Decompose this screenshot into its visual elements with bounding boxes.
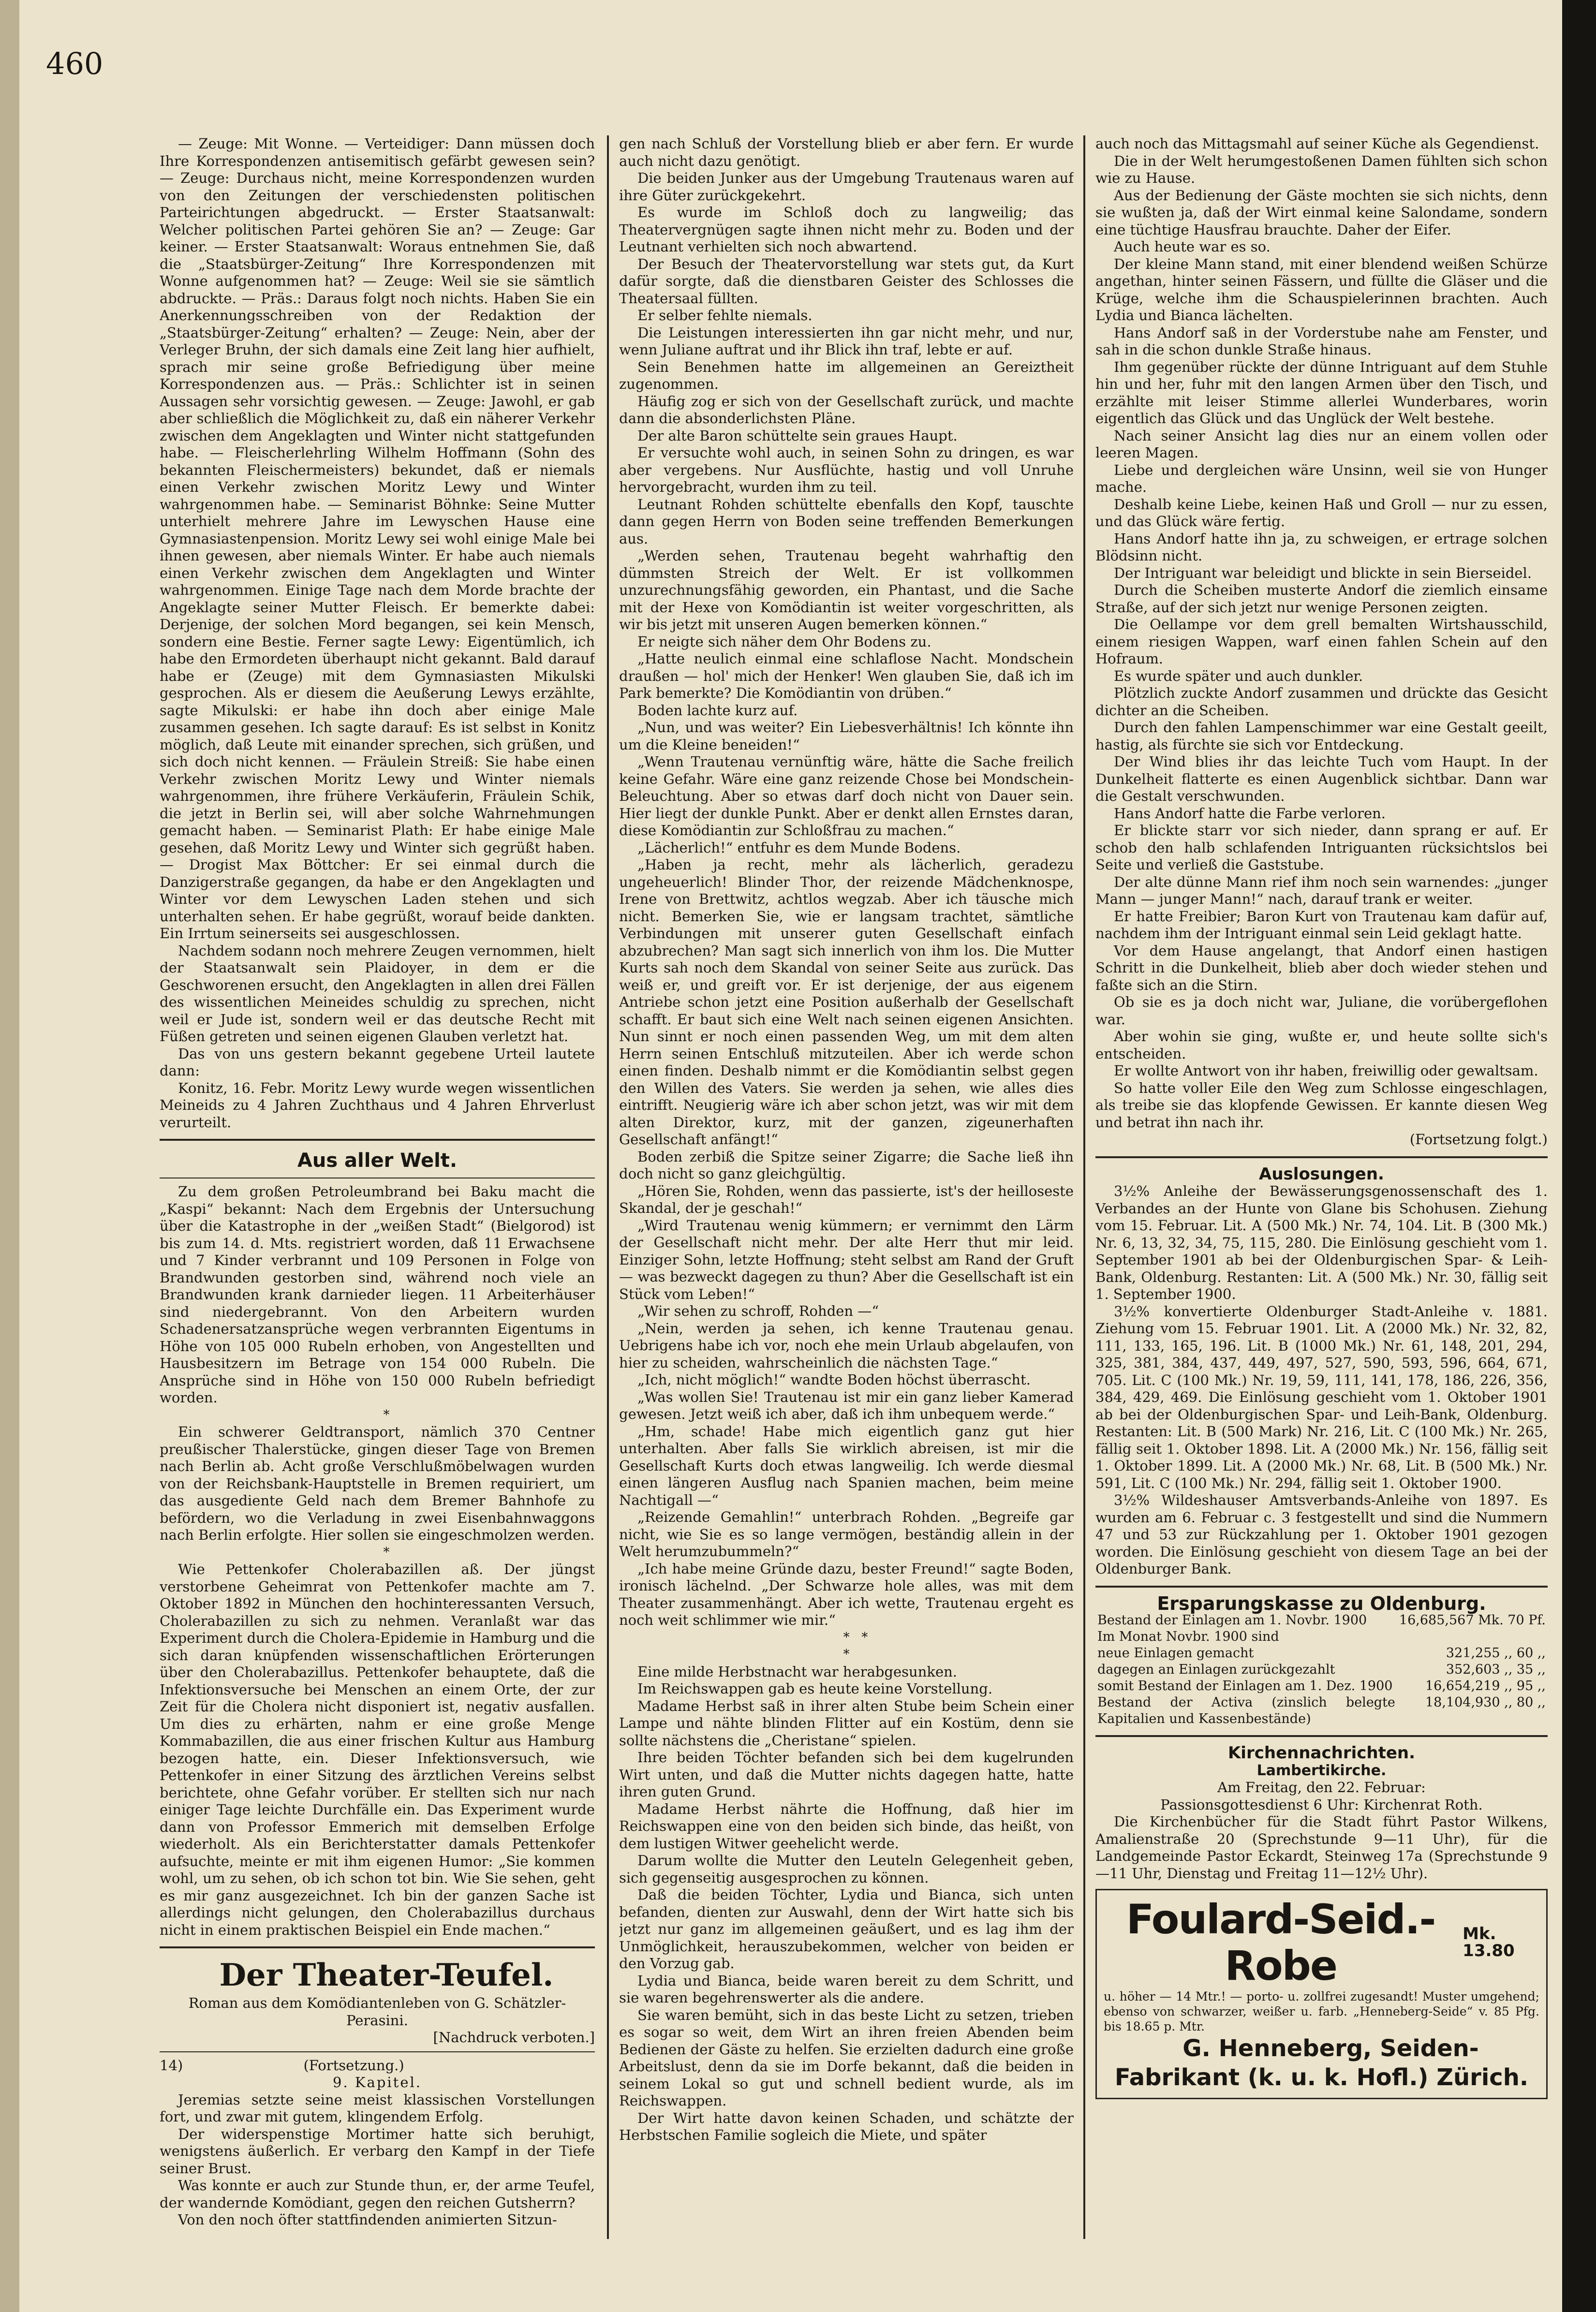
world-section-title: Aus aller Welt. [297, 1149, 458, 1172]
serial-paragraph: Ihm gegenüber rückte der dünne Intriguant auf dem Stuhle hin und her, fuhr mit den langen Armen über den Tisch, und erzählte mit leiser Stimme allerlei Wunderbares, worin eigentlich das Glück und das Unglück der Welt bestehe. [1095, 358, 1548, 427]
serial-paragraph: Es wurde im Schloß doch zu langweilig; das Theatervergnügen sagte ihnen nicht mehr zu. Boden und der Leutnant verhielten sich noch abwartend. [619, 204, 1074, 255]
serial-paragraph: Hans Andorf hatte ihn ja, zu schweigen, er ertrage solchen Blödsinn nicht. [1095, 530, 1548, 564]
sparkasse-table [1095, 1612, 1548, 1727]
section-divider [1095, 1586, 1548, 1588]
serial-paragraph: Die Leistungen interessierten ihn gar nicht mehr, und nur, wenn Juliane auftrat und ihr Blick ihn traf, lebte er auf. [619, 324, 1074, 358]
serial-paragraph: Er selber fehlte niemals. [637, 307, 813, 324]
serial-paragraph: Aber wohin sie ging, wußte er, und heute sollte sich's entscheiden. [1095, 1028, 1548, 1062]
serial-paragraph: „Lächerlich!“ entfuhr es dem Munde Bodens. [637, 839, 961, 856]
advertisement [1095, 1889, 1548, 2099]
serial-paragraph: „Ich, nicht möglich!“ wandte Boden höchst überrascht. [637, 1371, 1031, 1388]
serial-paragraph: „Hatte neulich einmal eine schlaflose Nacht. Mondschein draußen — hol' mich der Henker! Wen glauben Sie, daß ich im Park bemerkte? Die Komödiantin von drüben.“ [619, 650, 1074, 701]
row-label: Bestand der Activa (zinslich belegte Kapitalien und Kassenbestände) [1097, 1695, 1395, 1726]
ad-text: u. höher — 14 Mtr.! — porto- u. zollfrei zugesandt! Muster umgehend; ebenso von schwarzer, weißer u. farb. „Henneberg-Seide“ v. 85 Pfg. bis 18.65 p. Mtr. [1104, 1989, 1539, 2033]
serial-paragraph: Häufig zog er sich von der Gesellschaft zurück, und machte dann die absonderlichsten Pläne. [619, 393, 1074, 427]
serial-paragraph: „Haben ja recht, mehr als lächerlich, geradezu ungeheuerlich! Blinder Thor, der reizende Mädchenknospe, Irene von Brettwitz, achtlos wegzab. Aber ich täusche mich nicht. Bemerken Sie, wie er langsam trachtet, sämtliche Verbindungen mit unserer guten Gesellschaft einfach abzubrechen? Man sagt sich innerlich von ihm los. Die Mutter Kurts sah noch dem Skandal von seiner Seite aus zurück. Das weiß er, und greift vor. Er ist derjenige, der aus eigenem Antriebe schon jetzt eine Position außerhalb der Gesellschaft schafft. Er baut sich eine Welt nach seinen eigenen Ansichten. Nun sinnt er noch einen passenden Weg, um mit dem alten Herrn seinen Entschluß mitzuteilen. Aber ich werde schon einen finden. Deshalb nimmt er die Komödiantin selbst gegen den Willen des Vaters. Sie werden ja sehen, wie alles dies eintrifft. Neugierig wäre ich aber schon jetzt, was wir mit dem alten Direktor, kurz, mit der ganzen, zigeunerhaften Gesellschaft anfängt!“ [619, 856, 1074, 1148]
serial-paragraph: Die in der Welt herumgestoßenen Damen fühlten sich schon wie zu Hause. [1095, 152, 1548, 186]
chapter-heading: 9. Kapitel. [333, 2074, 422, 2091]
serial-paragraph: Leutnant Rohden schüttelte ebenfalls den Kopf, tauschte dann gegen Herrn von Boden seine treffenden Bemerkungen aus. [619, 496, 1074, 547]
row-value: 352,603 ,, 35 ,, [1446, 1662, 1546, 1677]
serial-paragraph: Er neigte sich näher dem Ohr Bodens zu. [637, 633, 931, 650]
serial-paragraph: „Wenn Trautenau vernünftig wäre, hätte die Sache freilich keine Gefahr. Wäre eine ganz reizende Chose bei Mondschein-Beleuchtung. Aber so etwas darf doch nicht von Dauer sein. Hier liegt der dunkle Punkt. Aber er denkt allen Ernstes daran, diese Komödiantin zur Schloßfrau zu machen.“ [619, 753, 1074, 839]
serial-installment [160, 2057, 595, 2075]
ad-title: Foulard-Seid.-Robe [1126, 1896, 1435, 1989]
serial-paragraph: Daß die beiden Töchter, Lydia und Bianca, sich unten befanden, dienten zur Auswahl, denn der Wirt hatte sich bis jetzt nur ganz im allgemeinen geäußert, und es lag ihm der Unmöglichkeit, herauszubekommen, welcher von beiden er den Vorzug gab. [619, 1886, 1074, 1972]
serial-rule [160, 2051, 595, 2052]
serial-paragraph: Ihre beiden Töchter befanden sich bei dem kugelrunden Wirt unten, und daß die Mutter nichts dagegen hatte, hatte ihren guten Grund. [619, 1749, 1074, 1800]
serial-paragraph: Boden zerbiß die Spitze seiner Zigarre; die Sache ließ ihn doch nicht so ganz gleichgültig. [619, 1148, 1074, 1182]
serial-paragraph: Der widerspenstige Mortimer hatte sich beruhigt, wenigstens äußerlich. Er verbarg den Kampf in der Tiefe seiner Brust. [160, 2125, 595, 2177]
serial-subtitle: Roman aus dem Komödiantenleben von G. Schätzler-Perasini. [188, 1995, 566, 2029]
serial-paragraph: Die Oellampe vor dem grell bemalten Wirtshausschild, einem riesigen Wappen, warf einen fahlen Schein auf den Hofraum. [1095, 616, 1548, 667]
row-value: 321,255 ,, 60 ,, [1446, 1646, 1546, 1661]
serial-paragraph: Plötzlich zuckte Andorf zusammen und drückte das Gesicht dichter an die Scheiben. [1095, 685, 1548, 719]
serial-paragraph: Im Reichswappen gab es heute keine Vorstellung. [637, 1680, 993, 1697]
serial-paragraph: „Was wollen Sie! Trautenau ist mir ein ganz lieber Kamerad gewesen. Jetzt weiß ich aber, daß ich ihm unbequem werde.“ [619, 1388, 1074, 1422]
column-1 [160, 135, 595, 2239]
serial-paragraph: Hans Andorf hatte die Farbe verloren. [1114, 805, 1386, 822]
auslosung-item: 3½% konvertierte Oldenburger Stadt-Anleihe v. 1881. Ziehung vom 15. Februar 1901. Lit. A (2000 Mk.) Nr. 32, 82, 111, 133, 165, 196. Lit. B (1000 Mk.) Nr. 61, 148, 201, 294, 325, 381, 384, 437, 449, 497, 527, 590, 593, 596, 664, 671, 705. Lit. C (100 Mk.) Nr. 19, 59, 111, 141, 178, 186, 226, 356, 384, 429, 469. Die Einlösung geschieht vom 1. Oktober 1901 ab bei der Oldenburgischen Spar- und Leih-Bank, Oldenburg. Restanten: Lit. B (500 Mark) Nr. 216, Lit. C (100 Mk.) Nr. 265, fällig seit 1. Oktober 1898. Lit. A (2000 Mk.) Nr. 156, fällig seit 1. Oktober 1899. Lit. A (2000 Mk.) Nr. 68, Lit. B (500 Mk.) Nr. 591, Lit. C (100 Mk.) Nr. 294, fällig seit 1. Oktober 1900. [1095, 1303, 1548, 1491]
section-divider [1095, 1156, 1548, 1158]
serial-copyright-note: [Nachdruck verboten.] [433, 2029, 595, 2046]
row-value [1397, 1629, 1548, 1645]
row-value: 16,654,219 ,, 95 ,, [1425, 1679, 1546, 1694]
serial-paragraph: „Wird Trautenau wenig kümmern; er vernimmt den Lärm der Gesellschaft nicht mehr. Der alte Herr thut mir leid. Einziger Sohn, letzte Hoffnung; steht selbst am Rand der Gruft — was bezweckt dagegen zu thun? Aber die Gesellschaft ist ein Stück vom Leben!“ [619, 1217, 1074, 1302]
serial-paragraph: Er versuchte wohl auch, in seinen Sohn zu dringen, es war aber vergebens. Nur Ausflüchte, hastig und voll Unruhe hervorgebracht, wurden ihm zu teil. [619, 444, 1074, 495]
serial-paragraph: „Reizende Gemahlin!“ unterbrach Rohden. „Begreife gar nicht, wie Sie es so lange vermögen, beständig allein in der Welt herumzubummeln?“ [619, 1509, 1074, 1560]
sparkasse-title: Ersparungskasse zu Oldenburg. [1157, 1592, 1486, 1614]
ad-firm: G. Henneberg, Seiden-Fabrikant (k. u. k. Hofl.) Zürich. [1114, 2035, 1529, 2091]
serial-paragraph: Auch heute war es so. [1114, 238, 1271, 255]
serial-title: Der Theater-Teufel. [219, 1957, 554, 1993]
serial-paragraph: Es wurde später und auch dunkler. [1114, 667, 1363, 684]
section-divider [1095, 1735, 1548, 1737]
serial-paragraph: Lydia und Bianca, beide waren bereit zu dem Schritt, und sie waren begehrenswerter als die andere. [619, 1972, 1074, 2006]
kirche-text: Die Kirchenbücher für die Stadt führt Pastor Wilkens, Amalienstraße 20 (Sprechstunde 9—11 Uhr), für die Landgemeinde Pastor Eckardt, Steinweg 17a (Sprechstunde 9—11 Uhr, Dienstag und Freitag 11—12½ Uhr). [1095, 1813, 1548, 1882]
serial-paragraph: So hatte voller Eile den Weg zum Schlosse eingeschlagen, als treibe sie das klopfende Gewissen. Er kannte diesen Weg und betrat ihn nach ihr. [1095, 1079, 1548, 1131]
serial-paragraph: Durch die Scheiben musterte Andorf die ziemlich einsame Straße, auf der sich jetzt nur wenige Personen zeigten. [1095, 582, 1548, 616]
serial-paragraph: Sein Benehmen hatte im allgemeinen an Gereiztheit zugenommen. [619, 358, 1074, 392]
table-row [1095, 1694, 1548, 1727]
section-divider [160, 1139, 595, 1141]
serial-paragraph: Er blickte starr vor sich nieder, dann sprang er auf. Er schob den halb schlafenden Intriguanten rücksichtslos bei Seite und verließ die Gaststube. [1095, 822, 1548, 873]
serial-paragraph: „Hm, schade! Habe mich eigentlich ganz gut hier unterhalten. Aber falls Sie wirklich abreisen, ist mir die Gesellschaft Kurts doch etwas langweilig. Ich werde diesmal einen längeren Ausflug nach Spanien machen, beim meine Nachtigall —“ [619, 1423, 1074, 1508]
row-value: 18,104,930 ,, 80 ,, [1425, 1695, 1546, 1710]
serial-paragraph: Nach seiner Ansicht lag dies nur an einem vollen oder leeren Magen. [1095, 427, 1548, 461]
page-edge-left [0, 0, 19, 2312]
page-edge-right [1562, 0, 1596, 2312]
serial-paragraph: Ob sie es ja doch nicht war, Juliane, die vorübergeflohen war. [1095, 994, 1548, 1028]
row-label: somit Bestand der Einlagen am 1. Dez. 1900 [1097, 1679, 1393, 1694]
serial-paragraph: Eine milde Herbstnacht war herabgesunken. [637, 1663, 958, 1680]
auslosung-item: 3½% Anleihe der Bewässerungsgenossenschaft des 1. Verbandes an der Hunte von Glane bis Schohusen. Ziehung vom 15. Februar. Lit. A (500 Mk.) Nr. 74, 104. Lit. B (300 Mk.) Nr. 6, 13, 32, 34, 75, 115, 280. Die Einlösung geschieht vom 1. September 1901 ab bei der Oldenburgischen Spar- & Leih-Bank, Oldenburg. Restanten: Lit. A (500 Mk.) Nr. 30, fällig seit 1. September 1900. [1095, 1183, 1548, 1302]
serial-paragraph: Deshalb keine Liebe, keinen Haß und Groll — nur zu essen, und das Glück wäre fertig. [1095, 496, 1548, 530]
trial-verdict: Konitz, 16. Febr. Moritz Lewy wurde wegen wissentlichen Meineids zu 4 Jahren Zuchthaus und 4 Jahren Ehrverlust verurteilt. [160, 1079, 595, 1131]
world-article-geldtransport: Ein schwerer Geldtransport, nämlich 370 Centner preußischer Thalerstücke, gingen dieser Tage von Bremen nach Berlin ab. Acht große Verschlußmöbelwagen wurden von der Reichsbank-Hauptstelle in Bremen requiriert, um das ausgediente Geld nach dem Bremer Bahnhofe zu befördern, wo die Verladung in zwei Eisenbahnwaggons nach Berlin erfolgte. Hier sollen sie eingeschmolzen werden. [160, 1424, 595, 1543]
serial-paragraph: Der alte Baron schüttelte sein graues Haupt. [637, 427, 958, 444]
kirche-title: Kirchennachrichten. [1227, 1743, 1416, 1763]
row-label: neue Einlagen gemacht [1097, 1646, 1254, 1661]
serial-paragraph: Vor dem Hause angelangt, that Andorf einen hastigen Schritt in die Dunkelheit, blieb aber doch wieder stehen und faßte sich an die Stirn. [1095, 942, 1548, 993]
serial-paragraph: Durch den fahlen Lampenschimmer war eine Gestalt geeilt, hastig, als fürchte sie sich vor Entdeckung. [1095, 719, 1548, 753]
scene-break-stars: * * * [843, 1630, 868, 1662]
trial-verdict-intro: Das von uns gestern bekannt gegebene Urteil lautete dann: [160, 1045, 595, 1079]
kirche-date: Am Freitag, den 22. Februar: [1217, 1779, 1426, 1796]
serial-paragraph: Die beiden Junker aus der Umgebung Trautenaus waren auf ihre Güter zurückgekehrt. [619, 170, 1074, 204]
kirche-subtitle: Lambertikirche. [1256, 1762, 1387, 1779]
table-row [1095, 1662, 1548, 1678]
world-article-baku: Zu dem großen Petroleumbrand bei Baku macht die „Kaspi“ bekannt: Nach dem Ergebnis der Untersuchung über die Katastrophe in der „weißen Stadt“ (Bielgorod) ist bis zum 14. d. Mts. registriert worden, daß 11 Erwachsene und 7 Kinder verbrannt und 109 Personen in Folge von Brandwunden gestorben sind, während noch viele an Brandwunden krank darnieder liegen. 11 Arbeiterhäuser sind niedergebrannt. Von den Arbeitern wurden Schadenersatzansprüche wegen verbrannten Eigentums in Höhe von 105 000 Rubeln erhoben, von Angestellten und Hausbesitzern im Betrage von 154 000 Rubeln. Die Ansprüche sind in Höhe von 150 000 Rubeln befriedigt worden. [160, 1183, 595, 1406]
table-row [1095, 1678, 1548, 1694]
table-row [1095, 1645, 1548, 1662]
serial-paragraph: „Nun, und was weiter? Ein Liebesverhältnis! Ich könnte ihn um die Kleine beneiden!“ [619, 719, 1074, 753]
serial-paragraph: Madame Herbst saß in ihrer alten Stube beim Schein einer Lampe und nähte blinden Flitter auf ein Kostüm, denn sie sollte nächstens die „Cheristane“ spielen. [619, 1697, 1074, 1749]
serial-paragraph: Hans Andorf saß in der Vorderstube nahe am Fenster, und sah in die schon dunkle Straße hinaus. [1095, 324, 1548, 358]
serial-paragraph: Der Wirt hatte davon keinen Schaden, und schätzte der Herbstschen Familie sogleich die Miete, und später [619, 2109, 1074, 2143]
auslosung-item: 3½% Wildeshauser Amtsverbands-Anleihe von 1897. Es wurden am 6. Februar c. 3 festgestellt und sind die Nummern 47 und 53 zur Rückzahlung per 1. Oktober 1901 gezogen worden. Die Einlösung geschieht von diesem Tage an bei der Oldenburger Bank. [1095, 1492, 1548, 1577]
row-label: dagegen an Einlagen zurückgezahlt [1097, 1662, 1335, 1677]
continuation-note: (Fortsetzung folgt.) [1409, 1131, 1548, 1148]
column-3 [1095, 135, 1548, 2249]
serial-paragraph: Sie waren bemüht, sich in das beste Licht zu setzen, trieben es sogar so weit, dem Wirt an ihren freien Abenden beim Bedienen der Gäste zu helfen. Sie erzielten dadurch eine große Arbeitslust, denn da sie im Dorfe bekannt, daß die beiden in seinem Lokal so gut und schnell bedient wurde, als im Reichswappen. [619, 2006, 1074, 2109]
serial-paragraph: Der kleine Mann stand, mit einer blendend weißen Schürze angethan, hinter seinen Fässern, und füllte die Gläser und die Krüge, welche ihm die Schauspielerinnen brachten. Auch Lydia und Bianca lächelten. [1095, 255, 1548, 324]
serial-paragraph: „Hören Sie, Rohden, wenn das passierte, ist's der heilloseste Skandal, der je geschah!“ [619, 1182, 1074, 1216]
serial-paragraph: Von den noch öfter stattfindenden animierten Sitzun- [178, 2211, 557, 2228]
column-rule [1083, 135, 1085, 2239]
serial-paragraph: „Nein, werden ja sehen, ich kenne Trautenau genau. Uebrigens habe ich vor, noch ehe mein Urlaub abgelaufen, von hier zu scheiden, wahrscheinlich die nächsten Tage.“ [619, 1320, 1074, 1371]
serial-paragraph: Der alte dünne Mann rief ihm noch sein warnendes: „junger Mann — junger Mann!“ nach, darauf trank er weiter. [1095, 873, 1548, 907]
section-divider [160, 1946, 595, 1948]
serial-paragraph: Was konnte er auch zur Stunde thun, er, der arme Teufel, der wandernde Komödiant, gegen den reichen Gutsherrn? [160, 2177, 595, 2211]
trial-testimony: — Zeuge: Mit Wonne. — Verteidiger: Dann müssen doch Ihre Korrespondenzen antisemitisch gefärbt gewesen sein? — Zeuge: Durchaus nicht, meine Korrespondenzen wurden von den Zeitungen der verschiedensten politischen Parteirichtungen abgedruckt. — Erster Staatsanwalt: Welcher politischen Partei gehören Sie an? — Zeuge: Gar keiner. — Erster Staatsanwalt: Woraus entnehmen Sie, daß die „Staatsbürger-Zeitung“ Ihre Korrespondenzen mit Wonne aufgenommen hat? — Zeuge: Weil sie sie sämtlich abdruckte. — Präs.: Daraus folgt noch nichts. Haben Sie ein Anerkennungsschreiben von der Redaktion der „Staatsbürger-Zeitung“ erhalten? — Zeuge: Nein, aber der Verleger Bruhn, der sich damals eine Zeit lang hier aufhielt, sprach mir seine große Befriedigung über meine Korrespondenzen aus. — Präs.: Schlichter ist in seinen Aussagen sehr vorsichtig gewesen. — Zeuge: Jawohl, er gab aber schließlich die Möglichkeit zu, daß ein näherer Verkehr zwischen dem Angeklagten und Winter nicht stattgefunden habe. — Fleischerlehrling Wilhelm Hoffmann (Sohn des bekannten Fleischermeisters) bekundet, daß er niemals einen Verkehr zwischen Moritz Lewy und Winter wahrgenommen habe. — Seminarist Böhnke: Seine Mutter unterhielt mehrere Jahre im Lewyschen Hause eine Gymnasiastenpension. Moritz Lewy sei wohl einige Male bei ihnen gewesen, aber niemals Winter. Er habe auch niemals einen Verkehr zwischen dem Angeklagten und Winter wahrgenommen. Einige Tage nach dem Morde brachte der Angeklagte seiner Mutter Fleisch. Er bemerkte dabei: Derjenige, der solchen Mord begangen, sei kein Mensch, sondern eine Bestie. Ferner sagte Lewy: Eigentümlich, ich habe den Ermordeten überhaupt nicht gekannt. Bald darauf habe er (Zeuge) mit dem Gymnasiasten Mikulski gesprochen. Als er diesem die Aeußerung Lewys erzählte, sagte Mikulski: er habe ihn doch aber einige Male zusammen gesehen. Ich sagte darauf: Es ist selbst in Konitz möglich, daß Leute mit einander sprechen, sich grüßen, und sich doch nicht kennen. — Fräulein Streiß: Sie habe einen Verkehr zwischen Moritz Lewy und Winter niemals wahrgenommen, ihre frühere Verkäuferin, Fräulein Schik, die jetzt in Berlin sei, will aber solche Wahrnehmungen gemacht haben. — Seminarist Plath: Er habe einige Male gesehen, daß Moritz Lewy und Winter sich gegrüßt haben. — Drogist Max Böttcher: Er sei einmal durch die Danzigerstraße gegangen, da habe er den Angeklagten und Winter vor dem Lewyschen Laden stehen und sich unterhalten sehen. Er habe gegrüßt, worauf beide dankten. Ein Irrtum seinerseits sei ausgeschlossen. [160, 135, 595, 942]
row-value: 16,685,567 Mk. 70 Pf. [1399, 1613, 1546, 1628]
ad-price: Mk. 13.80 [1463, 1924, 1515, 1960]
serial-number: 14) [160, 2057, 183, 2074]
serial-paragraph: „Wir sehen zu schroff, Rohden —“ [637, 1303, 879, 1319]
serial-paragraph: „Werden sehen, Trautenau begeht wahrhaftig den dümmsten Streich der Welt. Er ist vollkommen unzurechnungsfähig geworden, ein Phantast, und die Sache mit der Hexe von Komödiantin ist weiter vorgeschritten, als wir bis jetzt mit unseren Augen bemerken können.“ [619, 547, 1074, 633]
serial-paragraph: Boden lachte kurz auf. [637, 702, 798, 719]
row-label: Im Monat Novbr. 1900 sind [1097, 1629, 1279, 1644]
serial-paragraph: Der Wind blies ihr das leichte Tuch vom Haupt. In der Dunkelheit flatterte es einen Augenblick sichtbar. Dann war die Gestalt verschwunden. [1095, 753, 1548, 804]
serial-paragraph: „Ich habe meine Gründe dazu, bester Freund!“ sagte Boden, ironisch lächelnd. „Der Schwarze hole alles, was mit dem Theater zusammenhängt. Aber ich wette, Trautenau ergeht es noch weit schlimmer wie mir.“ [619, 1560, 1074, 1628]
serial-paragraph: Madame Herbst nährte die Hoffnung, daß hier im Reichswappen eine von den beiden sich binde, das heißt, von dem lustigen Witwer geehelicht werde. [619, 1800, 1074, 1852]
serial-paragraph: Er hatte Freibier; Baron Kurt von Trautenau kam dafür auf, nachdem ihm der Intriguant einmal sein Leid geklagt hatte. [1095, 908, 1548, 942]
serial-paragraph: Der Intriguant war beleidigt und blickte in sein Bierseidel. [1114, 564, 1532, 581]
table-row [1095, 1612, 1548, 1629]
serial-paragraph: Darum wollte die Mutter den Leuteln Gelegenheit geben, sich gegenseitig ausgesprochen zu können. [619, 1852, 1074, 1886]
auslosungen-title: Auslosungen. [1259, 1164, 1384, 1184]
separator-star: * [383, 1407, 390, 1422]
row-label: Bestand der Einlagen am 1. Novbr. 1900 [1097, 1613, 1367, 1628]
column-rule [607, 135, 609, 2239]
serial-continuation: (Fortsetzung.) [303, 2057, 404, 2074]
kirche-service: Passionsgottesdienst 6 Uhr: Kirchenrat Roth. [1160, 1796, 1483, 1813]
column-2 [619, 135, 1074, 2239]
serial-paragraph: Jeremias setzte seine meist klassischen Vorstellungen fort, und zwar mit gutem, klingendem Erfolg. [160, 2091, 595, 2125]
serial-paragraph: Liebe und dergleichen wäre Unsinn, weil sie von Hunger mache. [1095, 461, 1548, 495]
serial-paragraph: Er wollte Antwort von ihr haben, freiwillig oder gewaltsam. [1114, 1062, 1538, 1079]
page-number: 460 [46, 46, 103, 81]
table-row [1095, 1629, 1548, 1645]
serial-paragraph: auch noch das Mittagsmahl auf seiner Küche als Gegendienst. [1095, 135, 1539, 152]
serial-paragraph: gen nach Schluß der Vorstellung blieb er aber fern. Er wurde auch nicht dazu genötigt. [619, 135, 1074, 169]
serial-paragraph: Der Besuch der Theatervorstellung war stets gut, da Kurt dafür sorgte, daß die dienstbaren Geister des Schlosses die Theatersaal füllten. [619, 255, 1074, 307]
trial-plaidoyer: Nachdem sodann noch mehrere Zeugen vernommen, hielt der Staatsanwalt sein Plaidoyer, in dem er die Geschworenen ersucht, den Angeklagten in allen drei Fällen des wissentlichen Meineides schuldig zu sprechen, nicht weil er Jude ist, sondern weil er das deutsche Recht mit Füßen getreten und seinen eigenen Glauben verletzt hat. [160, 942, 595, 1045]
serial-paragraph: Aus der Bedienung der Gäste mochten sie sich nichts, denn sie wußten ja, daß der Wirt einmal keine Salondame, sondern eine tüchtige Hausfrau brauchte. Daher der Eifer. [1095, 187, 1548, 238]
world-article-pettenkofer: Wie Pettenkofer Cholerabazillen aß. Der jüngst verstorbene Geheimrat von Pettenkofer machte am 7. Oktober 1892 in München den hochinteressanten Versuch, Cholerabazillen zu sich zu nehmen. Veranlaßt war das Experiment durch die Cholera-Epidemie in Hamburg und die sich daran knüpfenden wissenschaftlichen Erörterungen über den Cholerabazillus. Pettenkofer behauptete, daß die Infektionsversuche bei Menschen an einem Orte, der zur Zeit für die Cholera nicht disponiert ist, negativ ausfallen. Um dies zu erhärten, nahm er eine große Menge Kommabazillen, die aus einer frischen Kultur aus Hamburg bezogen hatte, ein. Dieser Infektionsversuch, wie Pettenkofer in einer Sitzung des ärztlichen Vereins selbst berichtete, ohne Gefahr vorüber. Er stellten sich nur nach einiger Tage leichte Durchfälle ein. Das Experiment wurde dann von Professor Emmerich mit demselben Erfolge wiederholt. Als ein Berichterstatter damals Pettenkofer aufsuchte, meinte er mit ihm eigenen Humor: „Sie kommen wohl, um zu sehen, ob ich schon tot bin. Wie Sie sehen, geht es mir ganz ausgezeichnet. Ich bin der ganzen Sache ist allerdings nicht gelungen, den Cholerabazillus durchaus nicht in einem praktischen Beispiel ein Ende machen.“ [160, 1561, 595, 1938]
ad-headline [1104, 1896, 1539, 1989]
separator-star: * [383, 1545, 390, 1560]
